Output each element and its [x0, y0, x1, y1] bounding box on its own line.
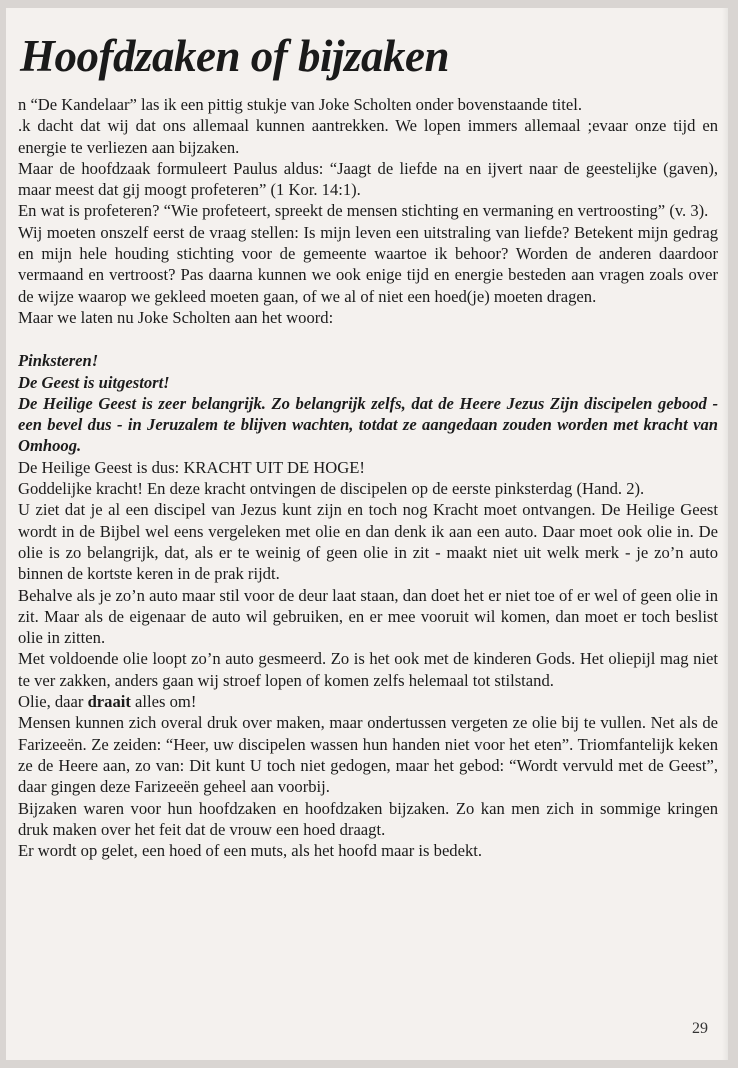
quote-heading-2: De Geest is uitgestort!	[18, 372, 170, 392]
quote-paragraph-3: U ziet dat je al een discipel van Jezus kunt zijn en toch nog Kracht moet ontvangen. De Heilige Geest wordt in de Bijbel wel eens vergeleken met olie en dan denk ik aan een auto. Daar moet ook olie in. De olie is zo belangrijk, dat, als er te weinig of geen olie in zit - maakt niet uit welk merk - je zo’n auto binnen de kortste keren in de prak rijdt.	[18, 500, 718, 584]
quote-paragraph-6	[18, 691, 718, 712]
quote-paragraph-6-pre: Olie, daar	[18, 692, 88, 712]
page-number: 29	[692, 1020, 708, 1037]
quote-heading-1: Pinksteren!	[18, 351, 99, 371]
quote-paragraph-9: Er wordt op gelet, een hoed of een muts, als het hoofd maar is bedekt.	[18, 841, 483, 861]
quote-paragraph-7: Mensen kunnen zich overal druk over maken, maar ondertussen vergeten ze olie bij te vullen. Net als de Farizeeën. Ze zeiden: “Heer, uw discipelen wassen hun handen niet voor het eten”. Triomfantelijk keken ze de Heere aan, zo van: Dit kunt U toch niet gedogen, maar het gebod: “Wordt vervuld met de Geest”, daar gingen deze Farizeeën geheel aan voorbij.	[18, 713, 718, 797]
quote-paragraph-1: De Heilige Geest is dus: KRACHT UIT DE HOGE!	[18, 457, 365, 477]
article-body	[18, 94, 718, 861]
quote-paragraph-4: Behalve als je zo’n auto maar stil voor de deur laat staan, dan doet het er niet toe of er wel of geen olie in zit. Maar als de eigenaar de auto wil gebruiken, en er mee vooruit wil komen, dan moet er toch beslist olie in zitten.	[18, 585, 718, 648]
intro-paragraph-2: .k dacht dat wij dat ons allemaal kunnen aantrekken. We lopen immers allemaal ;evaar onze tijd en energie te verliezen aan bijzaken.	[18, 116, 718, 157]
quote-paragraph-2: Goddelijke kracht! En deze kracht ontvingen de discipelen op de eerste pinksterdag (Hand. 2).	[18, 479, 645, 499]
intro-paragraph-3: Maar de hoofdzaak formuleert Paulus aldus: “Jaagt de liefde na en ijvert naar de geestelijke (gaven), maar meest dat gij moogt profeteren” (1 Kor. 14:1).	[18, 158, 718, 200]
intro-paragraph-4: En wat is profeteren? “Wie profeteert, spreekt de mensen stichting en vermaning en vertroosting” (v. 3).	[18, 201, 709, 221]
quote-bold-paragraph: De Heilige Geest is zeer belangrijk. Zo belangrijk zelfs, dat de Heere Jezus Zijn discipelen gebood - een bevel dus - in Jeruzalem te blijven wachten, totdat ze aangedaan zouden worden met kracht van Omhoog.	[18, 393, 718, 456]
intro-paragraph-6: Maar we laten nu Joke Scholten aan het woord:	[18, 307, 334, 327]
quote-paragraph-5: Met voldoende olie loopt zo’n auto gesmeerd. Zo is het ook met de kinderen Gods. Het oliepijl mag niet te ver zakken, anders gaan wij stroef lopen of komen zelfs helemaal tot stilstand.	[18, 649, 718, 690]
document-page	[6, 8, 728, 1060]
intro-paragraph-1: n “De Kandelaar” las ik een pittig stukje van Joke Scholten onder bovenstaande titel.	[18, 95, 583, 114]
section-spacer	[18, 328, 718, 350]
quote-paragraph-8: Bijzaken waren voor hun hoofdzaken en hoofdzaken bijzaken. Zo kan men zich in sommige kringen druk maken over het feit dat de vrouw een hoed draagt.	[18, 798, 718, 839]
intro-paragraph-5: Wij moeten onszelf eerst de vraag stellen: Is mijn leven een uitstraling van liefde? Betekent mijn gedrag en mijn hele houding stichting voor de gemeente waartoe ik behoor? Worden de anderen daardoor vermaand en vertroost? Pas daarna kunnen we ook enige tijd en energie besteden aan vragen zoals over de wijze waarop we gekleed moeten gaan, of we al of niet een hoed(je) moeten dragen.	[18, 222, 718, 306]
quote-paragraph-6-post: alles om!	[130, 692, 197, 712]
emphasis-draait: draait	[87, 692, 131, 712]
page-title: Hoofdzaken of bijzaken	[20, 31, 450, 81]
